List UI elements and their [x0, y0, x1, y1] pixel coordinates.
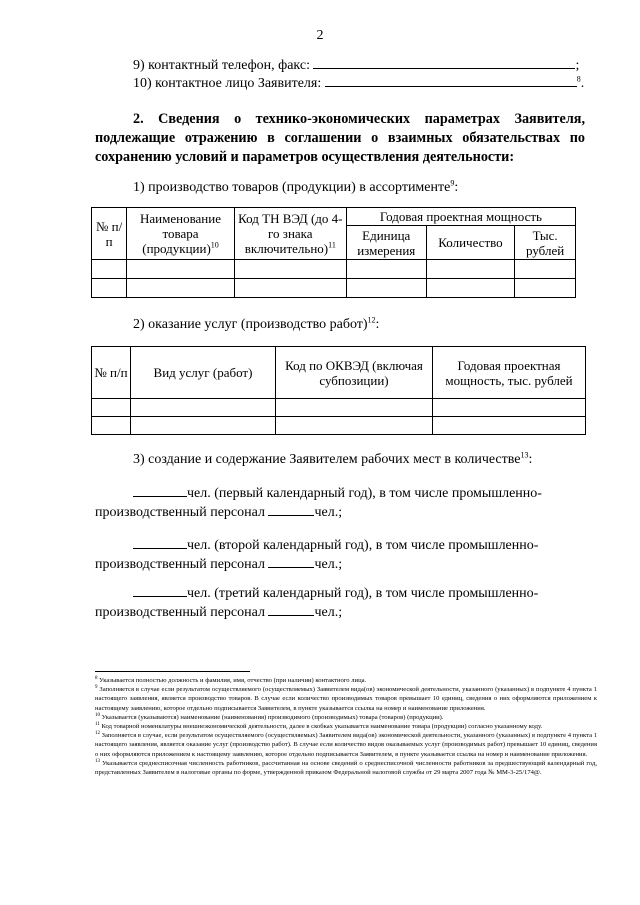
footnote-num: 11	[95, 721, 100, 727]
phone-blank	[313, 56, 575, 69]
year1-staff-blank[interactable]	[268, 503, 314, 516]
footnotes	[95, 676, 597, 777]
year3-text: чел. (третий календарный год), в том числе промышленно-	[187, 586, 539, 601]
year1-staff-label: производственный персонал	[95, 505, 265, 520]
jobs-year2-staff-line	[95, 555, 342, 573]
year2-staff-end: чел.;	[314, 557, 343, 572]
table-row	[92, 279, 576, 298]
table-row	[92, 260, 576, 279]
services-intro	[133, 317, 379, 333]
footnote-ref-13: 13	[520, 450, 529, 460]
footnote-separator	[95, 671, 250, 672]
year2-count-blank[interactable]	[133, 536, 187, 549]
footnote-text: Указывается (указываются) наименование (наименования) производимого (производимых) товара (товаров) (продукции).	[101, 713, 444, 721]
footnote-9	[95, 685, 597, 713]
footnote-ref-11: 11	[328, 240, 336, 250]
goods-col-rub: Тыс. рублей	[515, 226, 576, 260]
footnote-text: Заполняется в случае, если результатом осуществляемого (осуществляемых) Заявителем вида(ов) экономической деятельности, указанного (указанных) в подпункте 4 пункта 1 настоящего заявления, является оказание услуг (производство работ). В случае если количество видов оказываемых услуг (производимых работ) превышает 10 единиц, сведения о них оформляются приложением к настоящему заявлению, которое отдельно подписывается Заявителем, в пункте указывается ссылка на номер и наименование приложения.	[95, 732, 597, 758]
page-number: 2	[316, 28, 324, 43]
table-cell[interactable]	[234, 260, 346, 279]
table-cell[interactable]	[426, 279, 514, 298]
year3-staff-blank[interactable]	[268, 603, 314, 616]
footnote-num: 13	[95, 758, 100, 764]
jobs-year1-line	[133, 484, 542, 502]
footnote-ref-9: 9	[450, 178, 455, 188]
jobs-intro	[133, 452, 532, 468]
footnote-text: Указывается среднесписочная численность работников, рассчитанная на основе сведений о среднесписочной численности работников за предшествующий календарный год, представленных Заявителем в налоговые органы по форме, утвержденной приказом Федеральной налоговой службы от 29 марта 2007 года № ММ-3-25/174@.	[95, 759, 597, 777]
footnote-num: 10	[95, 712, 100, 718]
table-cell[interactable]	[131, 399, 276, 417]
footnote-text: Указывается полностью должность и фамилия, имя, отчество (при наличии) контактного лица.	[99, 677, 367, 684]
jobs-intro-end: :	[528, 452, 533, 467]
table-cell[interactable]	[276, 417, 433, 435]
goods-col-capacity: Годовая проектная мощность	[346, 208, 575, 226]
jobs-intro-text: 3) создание и содержание Заявителем рабочих мест в количестве	[133, 452, 521, 467]
goods-col-name-text: Наименование товара (продукции)	[140, 211, 221, 256]
table-cell[interactable]	[92, 260, 127, 279]
goods-col-unit: Единица измерения	[346, 226, 426, 260]
phone-end: ;	[575, 58, 580, 73]
services-table	[91, 346, 586, 435]
jobs-year3-staff-line	[95, 603, 342, 621]
year3-staff-label: производственный персонал	[95, 605, 265, 620]
jobs-year2-line	[133, 536, 538, 554]
table-cell[interactable]	[346, 279, 426, 298]
footnote-8	[95, 676, 597, 685]
services-col-num: № п/п	[92, 347, 131, 399]
year2-staff-blank[interactable]	[268, 555, 314, 568]
table-cell[interactable]	[92, 279, 127, 298]
goods-col-name	[127, 208, 235, 260]
footnote-num: 9	[95, 685, 98, 691]
year1-text: чел. (первый календарный год), в том числе промышленно-	[187, 486, 542, 501]
year1-count-blank[interactable]	[133, 484, 187, 497]
person-label: 10) контактное лицо Заявителя:	[133, 76, 322, 91]
footnote-ref-10: 10	[210, 240, 219, 250]
goods-intro-text: 1) производство товаров (продукции) в ассортименте	[133, 180, 451, 195]
goods-col-num: № п/п	[92, 208, 127, 260]
footnote-11	[95, 722, 597, 731]
year2-text: чел. (второй календарный год), в том числе промышленно-	[187, 538, 539, 553]
goods-col-qty: Количество	[426, 226, 514, 260]
services-col-type: Вид услуг (работ)	[131, 347, 276, 399]
footnote-ref-12: 12	[367, 315, 376, 325]
section-2-heading: 2. Сведения о технико-экономических параметрах Заявителя, подлежащие отражению в соглашении о взаимных обязательствах по сохранению условий и параметров осуществления деятельности:	[95, 111, 585, 165]
footnote-num: 12	[95, 731, 100, 737]
phone-label: 9) контактный телефон, факс:	[133, 58, 310, 73]
table-cell[interactable]	[92, 399, 131, 417]
footnote-10	[95, 713, 597, 722]
year2-staff-label: производственный персонал	[95, 557, 265, 572]
table-cell[interactable]	[433, 417, 586, 435]
footnote-12	[95, 731, 597, 759]
person-blank	[325, 74, 577, 87]
table-cell[interactable]	[515, 260, 576, 279]
table-cell[interactable]	[433, 399, 586, 417]
goods-intro-end: :	[454, 180, 459, 195]
year3-staff-end: чел.;	[314, 605, 343, 620]
footnote-ref-8: 8	[576, 74, 581, 84]
footnote-text: Код товарной номенклатуры внешнеэкономической деятельности, далее в скобках указывается наименование товара (продукции) согласно указанному коду.	[101, 723, 543, 731]
jobs-year1-staff-line	[95, 503, 342, 521]
table-cell[interactable]	[234, 279, 346, 298]
contact-phone-line	[133, 56, 579, 74]
table-cell[interactable]	[92, 417, 131, 435]
goods-intro	[133, 180, 458, 196]
jobs-year3-line	[133, 584, 538, 602]
contact-person-line	[133, 74, 584, 92]
services-intro-end: :	[375, 317, 380, 332]
goods-col-code	[234, 208, 346, 260]
footnote-13	[95, 759, 597, 777]
services-col-code: Код по ОКВЭД (включая субпозиции)	[276, 347, 433, 399]
goods-table	[91, 207, 576, 298]
services-col-capacity: Годовая проектная мощность, тыс. рублей	[433, 347, 586, 399]
goods-col-code-text: Код ТН ВЭД (до 4-го знака включительно)	[238, 211, 343, 256]
footnote-text: Заполняется в случае если результатом осуществляемого (осуществляемых) Заявителем вида(ов) экономической деятельности, указанного (указанных) в подпункте 4 пункта 1 настоящего заявления, является производство товаров. В случае если количество производимых товаров превышает 10 единиц, сведения о них оформляются приложением к настоящему заявлению, которое отдельно подписывается Заявителем, в пункте указывается ссылка на номер и наименование приложения.	[95, 686, 597, 712]
table-cell[interactable]	[131, 417, 276, 435]
year3-count-blank[interactable]	[133, 584, 187, 597]
table-cell[interactable]	[276, 399, 433, 417]
table-row	[92, 399, 586, 417]
services-intro-text: 2) оказание услуг (производство работ)	[133, 317, 368, 332]
table-cell[interactable]	[346, 260, 426, 279]
table-cell[interactable]	[515, 279, 576, 298]
table-cell[interactable]	[127, 260, 235, 279]
year1-staff-end: чел.;	[314, 505, 343, 520]
table-cell[interactable]	[127, 279, 235, 298]
footnote-num: 8	[95, 675, 98, 681]
person-end: .	[580, 76, 585, 91]
table-row	[92, 417, 586, 435]
table-cell[interactable]	[426, 260, 514, 279]
